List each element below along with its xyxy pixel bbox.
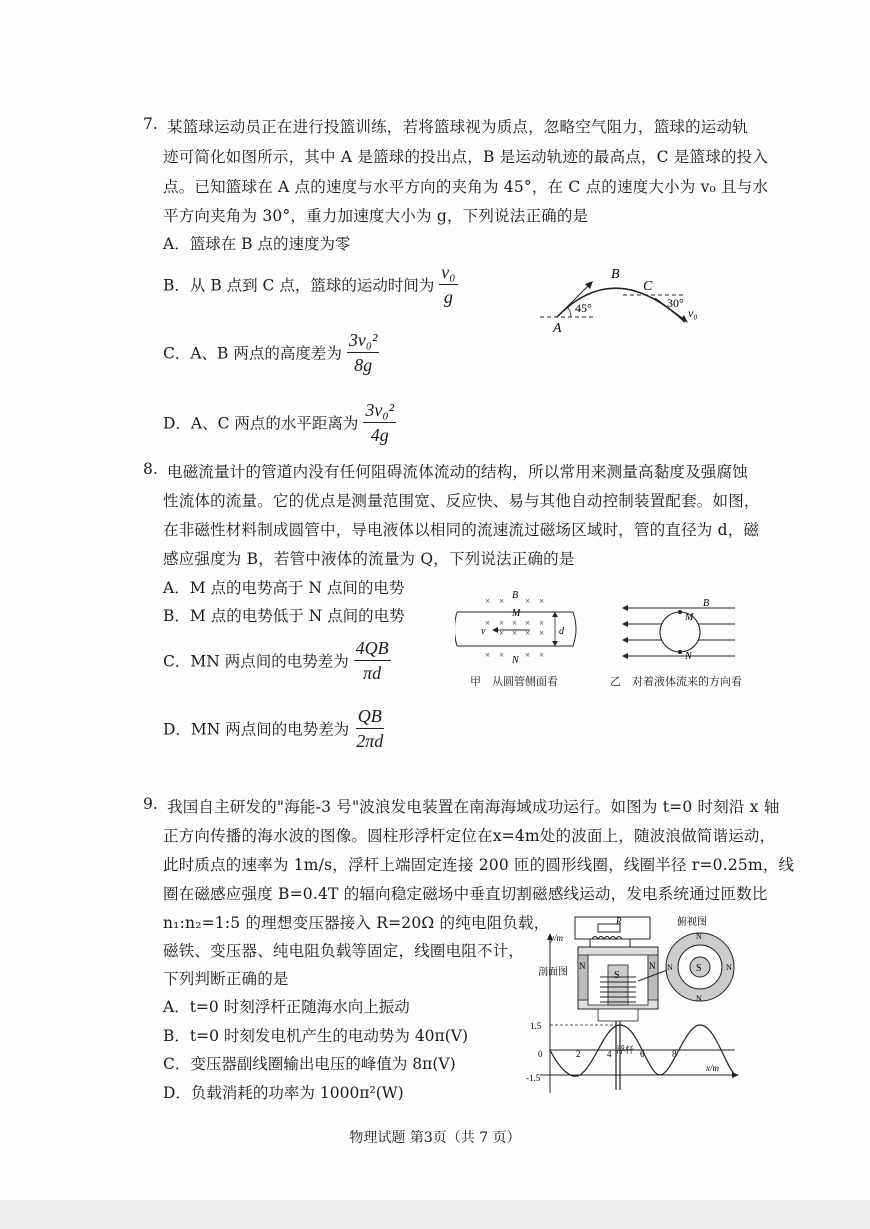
angle-30-label: 30° (667, 296, 684, 310)
numerator: 3v₀² (363, 400, 396, 423)
option-text: B．从 B 点到 C 点，篮球的运动时间为 (163, 276, 435, 295)
svg-text:×: × (539, 628, 545, 638)
label-d: d (559, 626, 564, 637)
bottom-margin (0, 1200, 870, 1229)
fraction (354, 706, 385, 751)
label-r: R (616, 916, 622, 926)
label-m: M (512, 608, 521, 619)
svg-text:×: × (539, 650, 545, 660)
fraction (354, 638, 391, 683)
question-text-line: 下列判断正确的是 (163, 970, 289, 988)
denominator: g (443, 286, 453, 307)
svg-text:×: × (512, 618, 518, 628)
option-b: B．t=0 时刻发电机产生的电动势为 40π(V) (163, 1027, 469, 1045)
label-n-west: N (667, 963, 673, 972)
option-b (163, 262, 458, 307)
pipe-side-view-diagram (455, 590, 585, 665)
svg-text:×: × (525, 650, 531, 660)
y-axis-label: y/m (550, 933, 563, 943)
x-tick: 8 (672, 1049, 677, 1059)
svg-text:×: × (499, 618, 505, 628)
figure-caption: 乙 对着液体流来的方向看 (610, 675, 742, 688)
figure-caption: 甲 从圆管侧面看 (470, 675, 558, 688)
x-axis-label: x/m (706, 1063, 719, 1073)
option-text: C．A、B 两点的高度差为 (163, 344, 342, 363)
option-a: A．t=0 时刻浮杆正随海水向上振动 (163, 998, 410, 1016)
page-footer: 物理试题 第3页（共 7 页） (349, 1130, 521, 1146)
svg-text:×: × (499, 596, 505, 606)
question-number: 9. (143, 795, 158, 813)
label-n: N (685, 651, 692, 662)
svg-text:×: × (525, 618, 531, 628)
label-m: M (685, 612, 694, 623)
svg-text:×: × (499, 650, 505, 660)
fraction (363, 400, 396, 445)
angle-45-label: 45° (575, 301, 592, 315)
denominator: πd (363, 662, 382, 683)
question-text-line: n₁:n₂=1:5 的理想变压器接入 R=20Ω 的纯电阻负载， (163, 914, 550, 932)
question-text-line: 磁铁、变压器、纯电阻负载等固定，线圈电阻不计， (163, 942, 525, 960)
denominator: 4g (370, 424, 389, 445)
svg-text:×: × (499, 628, 505, 638)
numerator: 3v₀² (347, 330, 380, 353)
x-tick: 2 (576, 1049, 581, 1059)
option-a: A．M 点的电势高于 N 点间的电势 (163, 579, 405, 597)
question-text-line: 圈在磁感应强度 B=0.4T 的辐向稳定磁场中垂直切割磁感线运动，发电系统通过匝数比 (163, 885, 768, 903)
question-text-line: 在非磁性材料制成圆管中，导电液体以相同的流速流过磁场区域时，管的直径为 d，磁 (163, 521, 760, 539)
label-b: B (512, 590, 519, 601)
svg-text:×: × (525, 628, 531, 638)
svg-text:×: × (512, 628, 518, 638)
denominator: 8g (354, 354, 373, 375)
option-d (163, 400, 396, 445)
svg-text:×: × (485, 618, 491, 628)
numerator: 4QB (354, 638, 391, 661)
denominator: 2πd (356, 730, 384, 751)
label-n: N (512, 655, 519, 665)
numerator: v₀ (439, 262, 457, 285)
question-text-line: 性流体的流量。它的优点是测量范围宽、反应快、易与其他自动控制装置配套。如图， (163, 492, 760, 510)
svg-text:×: × (525, 596, 531, 606)
question-text-line: 迹可简化如图所示，其中 A 是篮球的投出点，B 是运动轨迹的最高点，C 是篮球的投入 (163, 148, 769, 166)
question-text-line: 我国自主研发的"海能-3 号"波浪发电装置在南海海域成功运行。如图为 t=0 时刻沿 x 轴 (167, 798, 780, 816)
label-b: B (703, 598, 710, 609)
option-b: B．M 点的电势低于 N 点间的电势 (163, 607, 405, 625)
y-tick-pos: 1.5 (530, 1021, 542, 1031)
question-text-line: 平方向夹角为 30°，重力加速度大小为 g，下列说法正确的是 (163, 207, 589, 225)
label-b: B (611, 267, 620, 282)
option-a: A．篮球在 B 点的速度为零 (163, 235, 351, 253)
float-rod-label: 浮杆 (616, 1045, 635, 1055)
question-number: 8. (143, 460, 158, 478)
fraction (347, 330, 380, 375)
velocity-label: v₀ (688, 306, 698, 320)
label-a: A (553, 321, 562, 336)
y-tick-neg: -1.5 (526, 1073, 541, 1083)
label-n-top: N (696, 932, 702, 941)
question-text-line: 正方向传播的海水波的图像。圆柱形浮杆定位在x=4m处的波面上，随波浪做简谐运动， (163, 827, 776, 845)
label-v: v (481, 626, 486, 637)
svg-text:×: × (485, 596, 491, 606)
question-number: 7. (143, 115, 158, 133)
svg-text:×: × (539, 618, 545, 628)
svg-text:×: × (485, 650, 491, 660)
option-c (163, 638, 391, 683)
section-view-label: 剖面图 (538, 967, 568, 978)
wave-generator-diagram (520, 915, 745, 1095)
option-text: D．MN 两点间的电势差为 (163, 720, 350, 739)
pipe-front-view-diagram (615, 596, 740, 668)
label-s: S (614, 970, 620, 981)
label-n-bottom: N (696, 994, 702, 1003)
label-n-left: N (579, 961, 586, 971)
origin-label: 0 (538, 1049, 543, 1059)
option-c: C．变压器副线圈输出电压的峰值为 8π(V) (163, 1055, 456, 1073)
question-text-line: 电磁流量计的管道内没有任何阻碍流体流动的结构，所以常用来测量高黏度及强腐蚀 (167, 463, 748, 481)
question-text-line: 某篮球运动员正在进行投篮训练，若将篮球视为质点，忽略空气阻力，篮球的运动轨 (167, 118, 748, 136)
option-d: D．负载消耗的功率为 1000π²(W) (163, 1084, 404, 1102)
top-view-label: 俯视图 (677, 917, 707, 928)
option-d (163, 706, 385, 751)
fraction (439, 262, 457, 307)
svg-text:×: × (539, 596, 545, 606)
label-n-east: N (726, 963, 732, 972)
question-text-line: 感应强度为 B，若管中液体的流量为 Q，下列说法正确的是 (163, 550, 575, 568)
trajectory-diagram (535, 262, 715, 338)
option-c (163, 330, 379, 375)
x-tick: 4 (607, 1049, 612, 1059)
label-s-top: S (696, 963, 702, 974)
numerator: QB (356, 706, 384, 729)
option-text: C．MN 两点间的电势差为 (163, 652, 349, 671)
question-text-line: 点。已知篮球在 A 点的速度与水平方向的夹角为 45°，在 C 点的速度大小为 v₀ 且与水 (163, 178, 769, 196)
option-text: D．A、C 两点的水平距离为 (163, 414, 359, 433)
question-text-line: 此时质点的速率为 1m/s，浮杆上端固定连接 200 匝的圆形线圈，线圈半径 r=0.25m，线 (163, 856, 795, 874)
label-n-right: N (649, 961, 656, 971)
x-tick: 6 (640, 1049, 645, 1059)
label-c: C (643, 279, 653, 294)
